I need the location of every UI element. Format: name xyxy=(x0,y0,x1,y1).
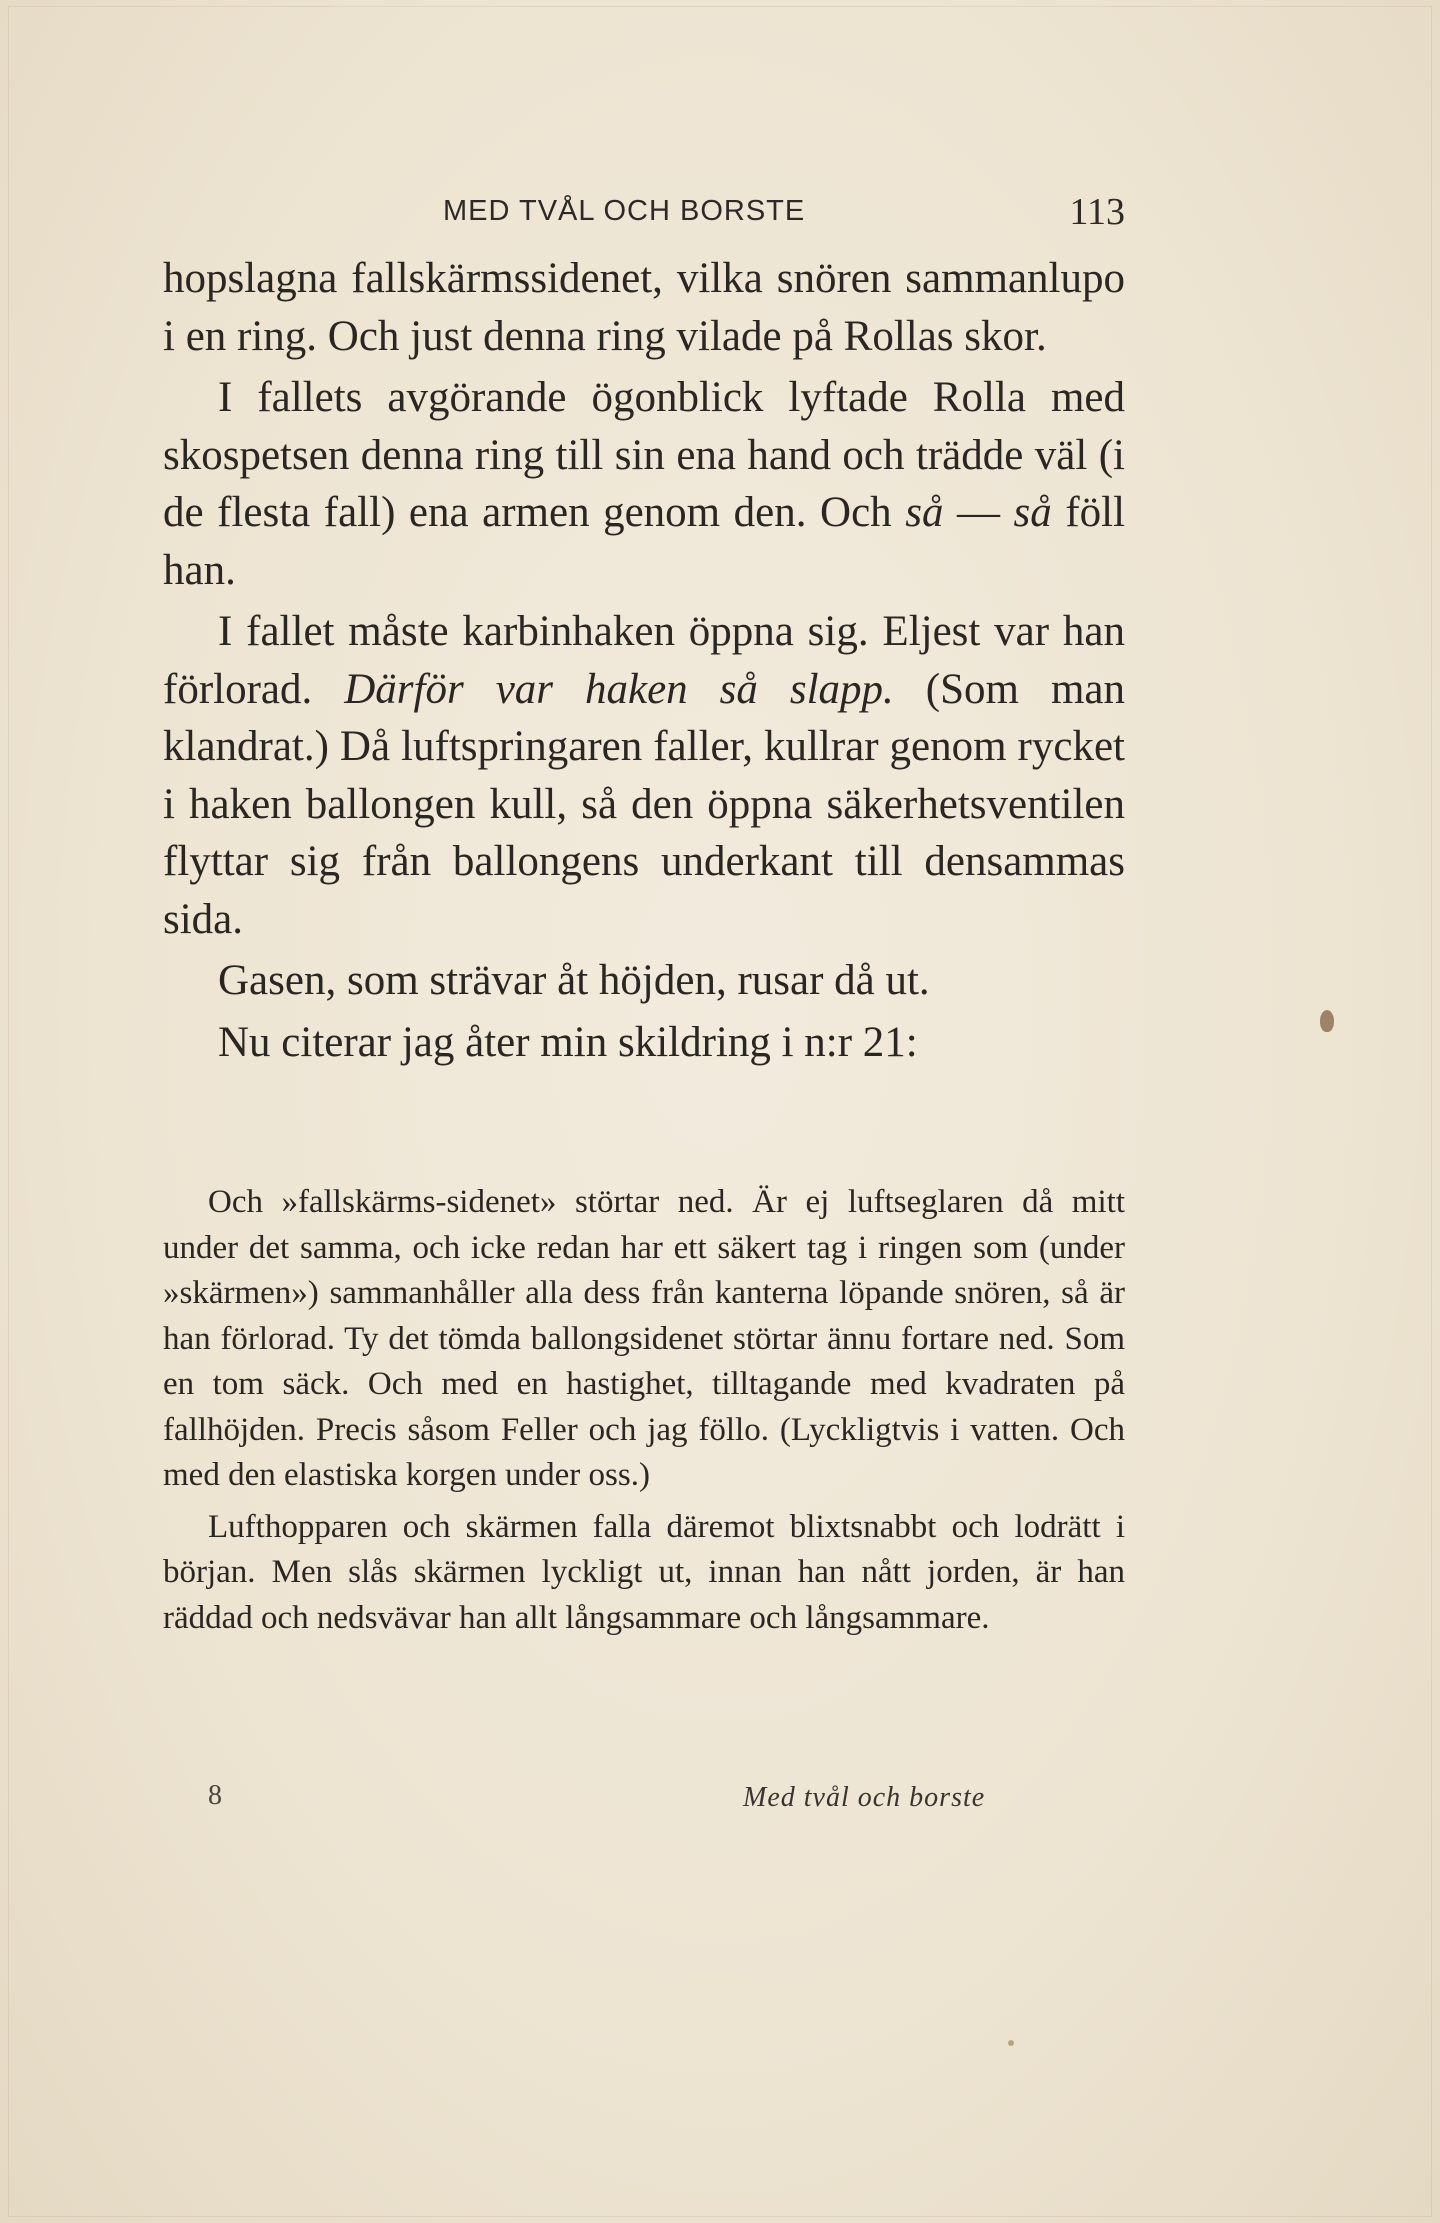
paper-speck xyxy=(1008,2040,1014,2046)
main-text xyxy=(163,250,1125,1071)
running-title: MED TVÅL OCH BORSTE xyxy=(443,195,806,227)
page-number: 113 xyxy=(1069,191,1125,233)
paragraph: I fallet måste karbinhaken öppna sig. Eljest var han förlorad. Därför var haken så slapp. (Som man klandrat.) Då luftspringaren faller, kullrar genom rycket i haken ballongen kull, så den öppna säkerhetsventilen flyttar sig från ballongens underkant till densammas sida. xyxy=(163,608,1125,943)
page-header xyxy=(163,190,1125,240)
signature-mark: 8 xyxy=(208,1780,222,1811)
paragraph: Nu citerar jag åter min skildring i n:r 21: xyxy=(218,1018,918,1066)
page-footer xyxy=(163,1780,1125,1820)
paragraph-continued: hopslagna fallskärmssidenet, vilka snören sammanlupo i en ring. Och just denna ring vilade på Rollas skor. xyxy=(163,255,1125,360)
ink-spot xyxy=(1320,1010,1334,1032)
block-quote xyxy=(163,1180,1125,1641)
paragraph: I fallets avgörande ögonblick lyftade Rolla med skospetsen denna ring till sin ena hand och trädde väl (i de flesta fall) ena armen genom den. Och så — så föll han. xyxy=(163,374,1126,594)
paragraph: Gasen, som strävar åt höjden, rusar då ut. xyxy=(218,957,930,1004)
sheet-title: Med tvål och borste xyxy=(743,1782,986,1813)
quote-paragraph: Och »fallskärms-sidenet» störtar ned. Är ej luftseglaren då mitt under det samma, och icke redan har ett säkert tag i ringen som (under »skärmen») sammanhåller alla dess från kanterna löpande snören, så är han förlorad. Ty det tömda ballongsidenet störtar ännu fortare ned. Som en tom säck. Och med en hastighet, tilltagande med kvadraten på fallhöjden. Precis såsom Feller och jag föllo. (Lyckligtvis i vatten. Och med den elastiska korgen under oss.) xyxy=(163,1184,1125,1493)
quote-paragraph: Lufthopparen och skärmen falla däremot blixtsnabbt och lodrätt i början. Men slås skärmen lyckligt ut, innan han nått jorden, är han räddad och nedsvävar han allt långsammare och långsammare. xyxy=(163,1508,1125,1636)
